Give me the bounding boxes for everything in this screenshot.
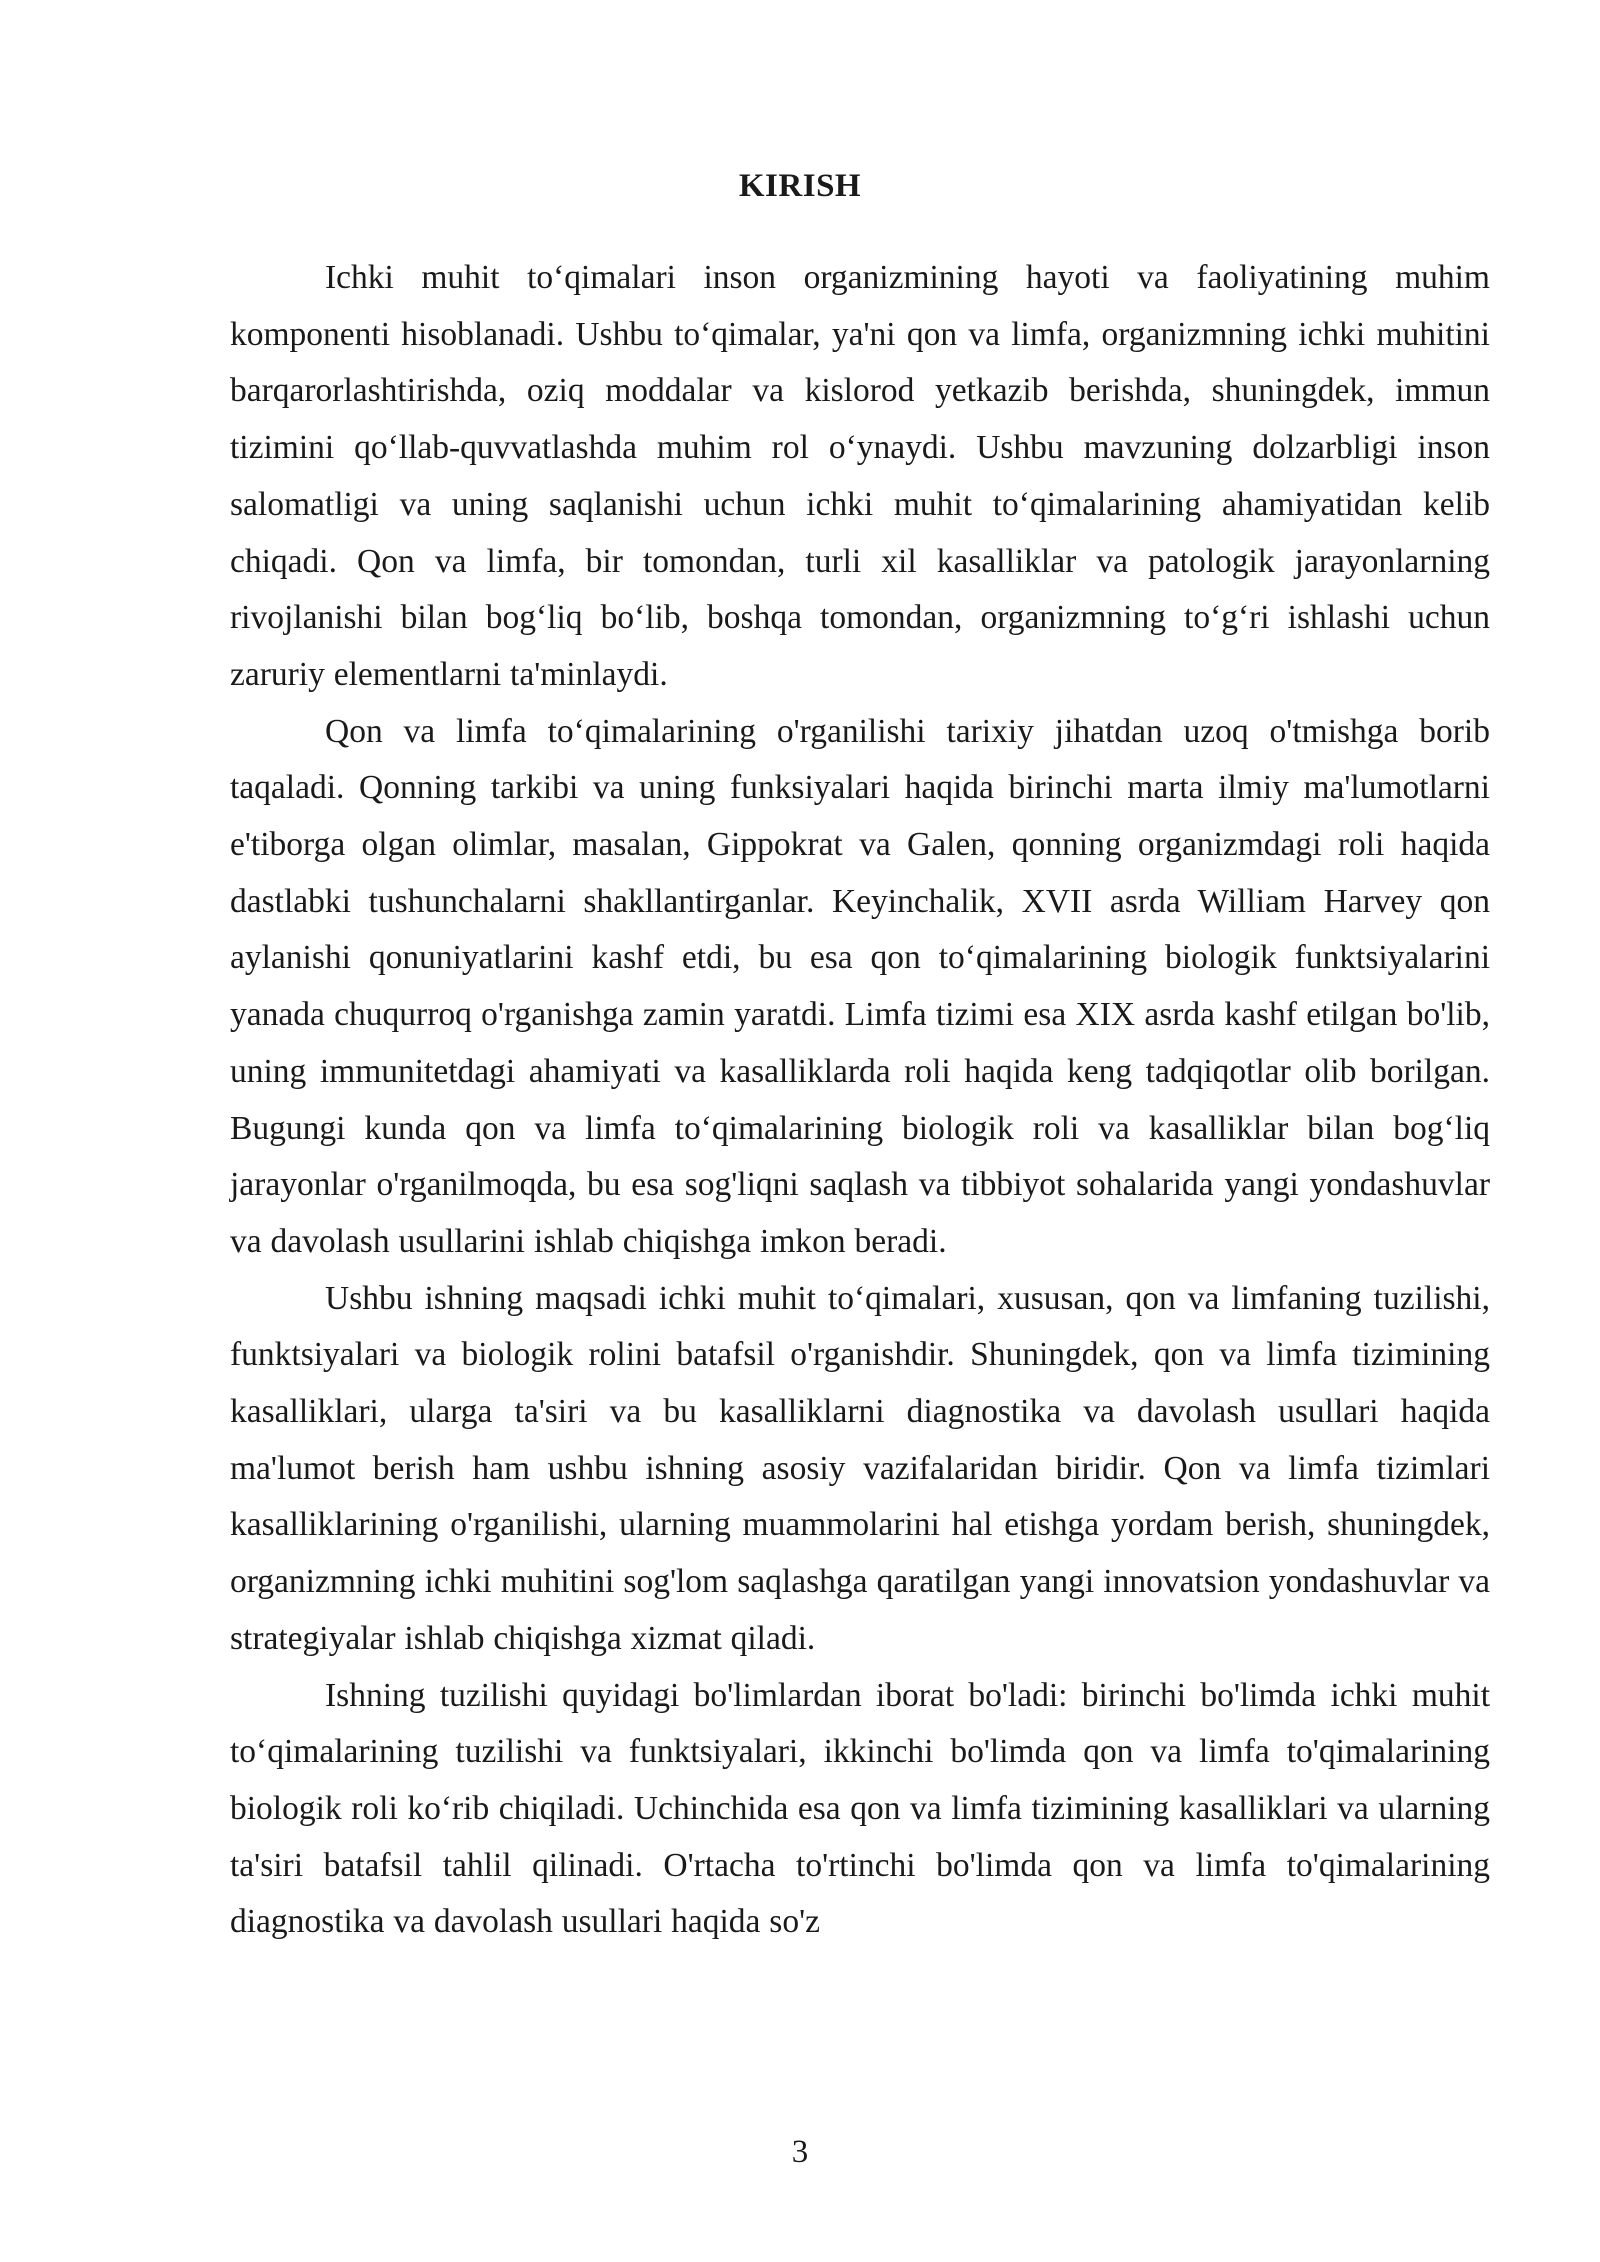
page-title: KIRISH: [738, 168, 862, 204]
page-number: 3: [791, 2134, 809, 2170]
body-text: [230, 250, 1490, 1951]
paragraph-3: Ushbu ishning maqsadi ichki muhit to‘qimalari, xususan, qon va limfaning tuzilishi, funktsiyalari va biologik rolini batafsil o'rganishdir. Shuningdek, qon va limfa tizimining kasalliklari, ularga ta'siri va bu kasalliklarni diagnostika va davolash usullari haqida ma'lumot berish ham ushbu ishning asosiy vazifalaridan biridir. Qon va limfa tizimlari kasalliklarining o'rganilishi, ularning muammolarini hal etishga yordam berish, shuningdek, organizmning ichki muhitini sog'lom saqlashga qaratilgan yangi innovatsion yondashuvlar va strategiyalar ishlab chiqishga xizmat qiladi.: [230, 1279, 1490, 1657]
paragraph-4: Ishning tuzilishi quyidagi bo'limlardan iborat bo'ladi: birinchi bo'limda ichki muhit to‘qimalarining tuzilishi va funktsiyalari, ikkinchi bo'limda qon va limfa to'qimalarining biologik roli ko‘rib chiqiladi. Uchinchida esa qon va limfa tizimining kasalliklari va ularning ta'siri batafsil tahlil qilinadi. O'rtacha to'rtinchi bo'limda qon va limfa to'qimalarining diagnostika va davolash usullari haqida so'z: [230, 1676, 1490, 1941]
paragraph-2: Qon va limfa to‘qimalarining o'rganilishi tarixiy jihatdan uzoq o'tmishga borib taqaladi. Qonning tarkibi va uning funksiyalari haqida birinchi marta ilmiy ma'lumotlarni e'tiborga olgan olimlar, masalan, Gippokrat va Galen, qonning organizmdagi roli haqida dastlabki tushunchalarni shakllantirganlar. Keyinchalik, XVII asrda William Harvey qon aylanishi qonuniyatlarini kashf etdi, bu esa qon to‘qimalarining biologik funktsiyalarini yanada chuqurroq o'rganishga zamin yaratdi. Limfa tizimi esa XIX asrda kashf etilgan bo'lib, uning immunitetdagi ahamiyati va kasalliklarda roli haqida keng tadqiqotlar olib borilgan. Bugungi kunda qon va limfa to‘qimalarining biologik roli va kasalliklar bilan bog‘liq jarayonlar o'rganilmoqda, bu esa sog'liqni saqlash va tibbiyot sohalarida yangi yondashuvlar va davolash usullarini ishlab chiqishga imkon beradi.: [230, 712, 1490, 1260]
paragraph-1: Ichki muhit to‘qimalari inson organizmining hayoti va faoliyatining muhim komponenti hisoblanadi. Ushbu to‘qimalar, ya'ni qon va limfa, organizmning ichki muhitini barqarorlashtirishda, oziq moddalar va kislorod yetkazib berishda, shuningdek, immun tizimini qo‘llab-quvvatlashda muhim rol o‘ynaydi. Ushbu mavzuning dolzarbligi inson salomatligi va uning saqlanishi uchun ichki muhit to‘qimalarining ahamiyatidan kelib chiqadi. Qon va limfa, bir tomondan, turli xil kasalliklar va patologik jarayonlarning rivojlanishi bilan bog‘liq bo‘lib, boshqa tomondan, organizmning to‘g‘ri ishlashi uchun zaruriy elementlarni ta'minlaydi.: [230, 259, 1490, 693]
